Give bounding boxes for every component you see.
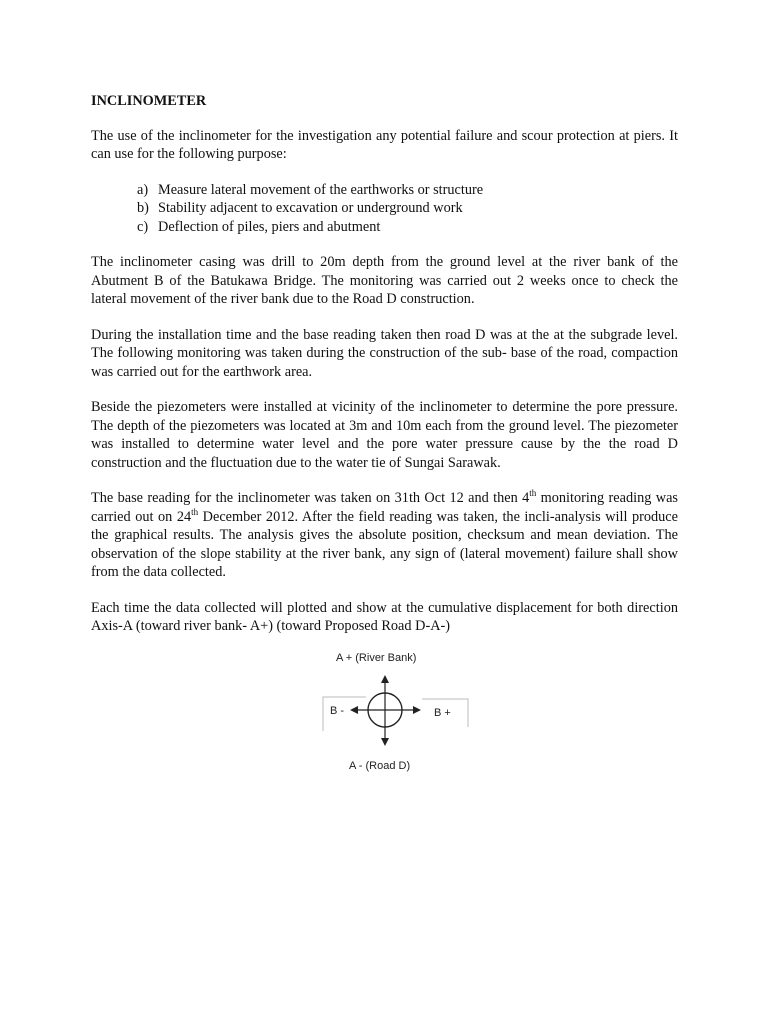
- plot-paragraph: Each time the data collected will plotted and show at the cumulative displacement for both direction Axis-A (toward river bank- A+) (toward Proposed Road D-A-): [91, 599, 678, 634]
- ordinal-suffix: th: [191, 506, 199, 517]
- piezometer-paragraph: Beside the piezometers were installed at vicinity of the inclinometer to determine the pore pressure. The depth of the piezometers was located at 3m and 10m each from the ground level. The piezometer was installed to determine water level and the pore water pressure cause by the the road D construction and the fluctuation due to the water tie of Sungai Sarawak.: [91, 399, 678, 471]
- intro-paragraph: The use of the inclinometer for the investigation any potential failure and scour protection at piers. It can use for the following purpose:: [91, 127, 678, 162]
- axis-direction-diagram: [310, 645, 480, 780]
- base-reading-text-2: monitoring reading was carried out on 24: [91, 490, 679, 525]
- base-reading-paragraph: [91, 489, 678, 582]
- list-item: [137, 218, 678, 237]
- list-marker: b): [137, 200, 149, 216]
- list-item-text: Deflection of piles, piers and abutment: [158, 218, 381, 235]
- base-reading-text-1: The base reading for the inclinometer was taken on 31th Oct 12 and then 4: [91, 490, 530, 506]
- casing-paragraph: The inclinometer casing was drill to 20m depth from the ground level at the river bank of the Abutment B of the Batukawa Bridge. The monitoring was carried out 2 weeks once to check the lateral movement of the river bank due to the Road D construction.: [91, 254, 678, 307]
- page-title: INCLINOMETER: [91, 93, 207, 109]
- a-minus-label: A - (Road D): [349, 760, 411, 772]
- base-reading-text-3: December 2012. After the field reading was taken, the incli-analysis will produce the graphical results. The analysis gives the absolute position, checksum and mean deviation. The observation of the slope stability at the river bank, any sign of (lateral movement) failure shall show from the data collected.: [91, 508, 679, 580]
- list-item-text: Measure lateral movement of the earthworks or structure: [158, 181, 484, 198]
- installation-paragraph: During the installation time and the base reading taken then road D was at the at the subgrade level. The following monitoring was taken during the construction of the sub- base of the road, compaction was carried out for the earthwork area.: [91, 326, 678, 380]
- list-item: [137, 199, 678, 218]
- a-plus-label: A + (River Bank): [336, 652, 417, 664]
- list-marker: c): [137, 218, 149, 235]
- list-item: [137, 181, 678, 200]
- document-body: [91, 92, 678, 653]
- b-minus-label: B -: [330, 705, 345, 717]
- ordinal-suffix: th: [529, 488, 537, 499]
- list-item-text: Stability adjacent to excavation or underground work: [158, 200, 463, 216]
- list-marker: a): [137, 181, 149, 198]
- b-plus-label: B +: [434, 707, 451, 719]
- purpose-list: [91, 181, 678, 237]
